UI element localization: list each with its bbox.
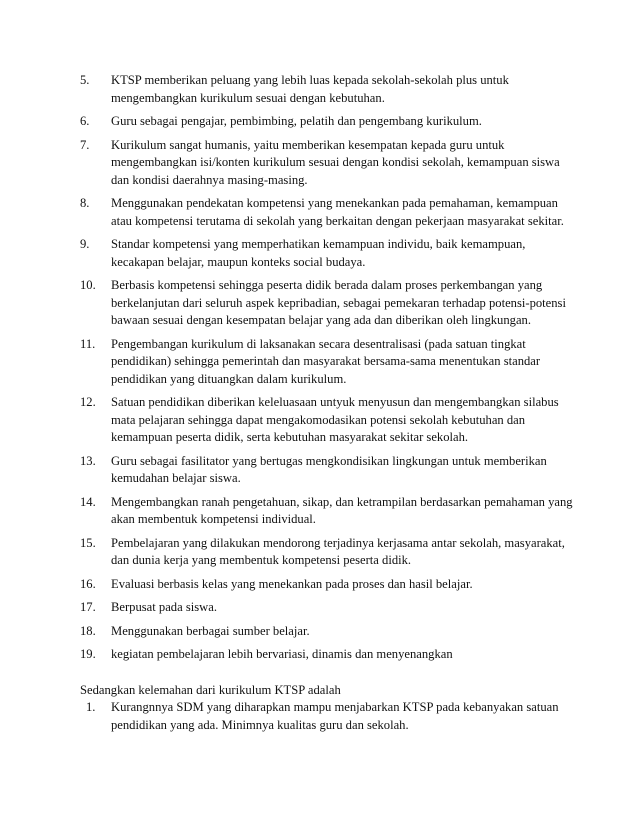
list-item — [0, 535, 638, 570]
list-number: 1. — [86, 700, 96, 714]
list-text: Guru sebagai fasilitator yang bertugas mengkondisikan lingkungan untuk memberikan kemudahan belajar siswa. — [111, 453, 547, 485]
list-number: 19. — [80, 647, 96, 661]
list-text: Evaluasi berbasis kelas yang menekankan pada proses dan hasil belajar. — [111, 576, 473, 591]
list-text: Pembelajaran yang dilakukan mendorong terjadinya kerjasama antar sekolah, masyarakat, dan dunia kerja yang membentuk kompetensi peserta didik. — [111, 535, 565, 567]
list-text: kegiatan pembelajaran lebih bervariasi, dinamis dan menyenangkan — [111, 647, 453, 661]
list-number: 14. — [80, 494, 96, 509]
list-number: 10. — [80, 278, 96, 292]
list-number: 18. — [80, 623, 96, 638]
list-number: 15. — [80, 535, 96, 550]
list-number: 7. — [80, 137, 90, 152]
list-text: Kurangnnya SDM yang diharapkan mampu menjabarkan KTSP pada kebanyakan satuan pendidikan yang ada. Minimnya kualitas guru dan sekolah. — [111, 700, 559, 732]
list-text: Menggunakan pendekatan kompetensi yang menekankan pada pemahaman, kemampuan atau kompetensi terutama di sekolah yang berkaitan dengan pekerjaan masyarakat sekitar. — [111, 196, 564, 228]
list-text: Standar kompetensi yang memperhatikan kemampuan individu, baik kemampuan, kecakapan belajar, maupun konteks social budaya. — [111, 237, 526, 269]
list-item — [0, 336, 638, 389]
advantages-list — [0, 72, 638, 670]
list-number: 9. — [80, 237, 90, 251]
list-text: Berpusat pada siswa. — [111, 600, 217, 614]
list-item — [0, 277, 638, 330]
list-text: Guru sebagai pengajar, pembimbing, pelatih dan pengembang kurikulum. — [111, 114, 482, 128]
list-item — [0, 236, 638, 271]
list-text: Kurikulum sangat humanis, yaitu memberikan kesempatan kepada guru untuk mengembangkan isi/konten kurikulum sesuai dengan kondisi sekolah, kemampuan siswa dan kondisi daerahnya masing-masing. — [111, 137, 560, 187]
list-item — [0, 646, 638, 664]
list-item — [0, 576, 638, 594]
list-item — [0, 623, 638, 641]
list-text: Satuan pendidikan diberikan keleluasaan untyuk menyusun dan mengembangkan silabus mata pelajaran sehingga dapat mengakomodasikan potensi sekolah kebutuhan dan kemampuan peserta didik, serta kebutuhan masyarakat sekitar sekolah. — [111, 395, 559, 444]
list-text: Menggunakan berbagai sumber belajar. — [111, 623, 310, 638]
weakness-intro: Sedangkan kelemahan dari kurikulum KTSP adalah — [80, 683, 341, 697]
list-text: Berbasis kompetensi sehingga peserta didik berada dalam proses perkembangan yang berkelanjutan dari seluruh aspek kepribadian, sebagai pemekaran terhadap potensi-potensi bawaan sesuai dengan kesempatan belajar yang ada dan diberikan oleh lingkungan. — [111, 278, 566, 327]
list-item — [0, 699, 638, 734]
list-item — [0, 72, 638, 107]
list-text: Pengembangan kurikulum di laksanakan secara desentralisasi (pada satuan tingkat pendidikan) sehingga pemerintah dan masyarakat bersama-sama menentukan standar pendidikan yang dituangkan dalam kurikulum. — [111, 336, 541, 386]
list-number: 17. — [80, 600, 96, 614]
list-item — [0, 394, 638, 447]
list-number: 8. — [80, 196, 90, 210]
list-text: Mengembangkan ranah pengetahuan, sikap, dan ketrampilan berdasarkan pemahaman yang akan membentuk kompetensi individual. — [111, 494, 573, 526]
list-number: 5. — [80, 73, 90, 87]
list-item — [0, 453, 638, 488]
list-number: 13. — [80, 453, 96, 468]
list-number: 11. — [80, 336, 96, 351]
list-item — [0, 113, 638, 131]
list-item — [0, 599, 638, 617]
list-item — [0, 137, 638, 190]
list-text: KTSP memberikan peluang yang lebih luas kepada sekolah-sekolah plus untuk mengembangkan kurikulum sesuai dengan kebutuhan. — [111, 73, 509, 105]
weaknesses-list — [0, 699, 638, 740]
list-item — [0, 195, 638, 230]
list-number: 12. — [80, 395, 96, 409]
list-number: 16. — [80, 576, 96, 591]
list-number: 6. — [80, 114, 90, 128]
list-item — [0, 494, 638, 529]
